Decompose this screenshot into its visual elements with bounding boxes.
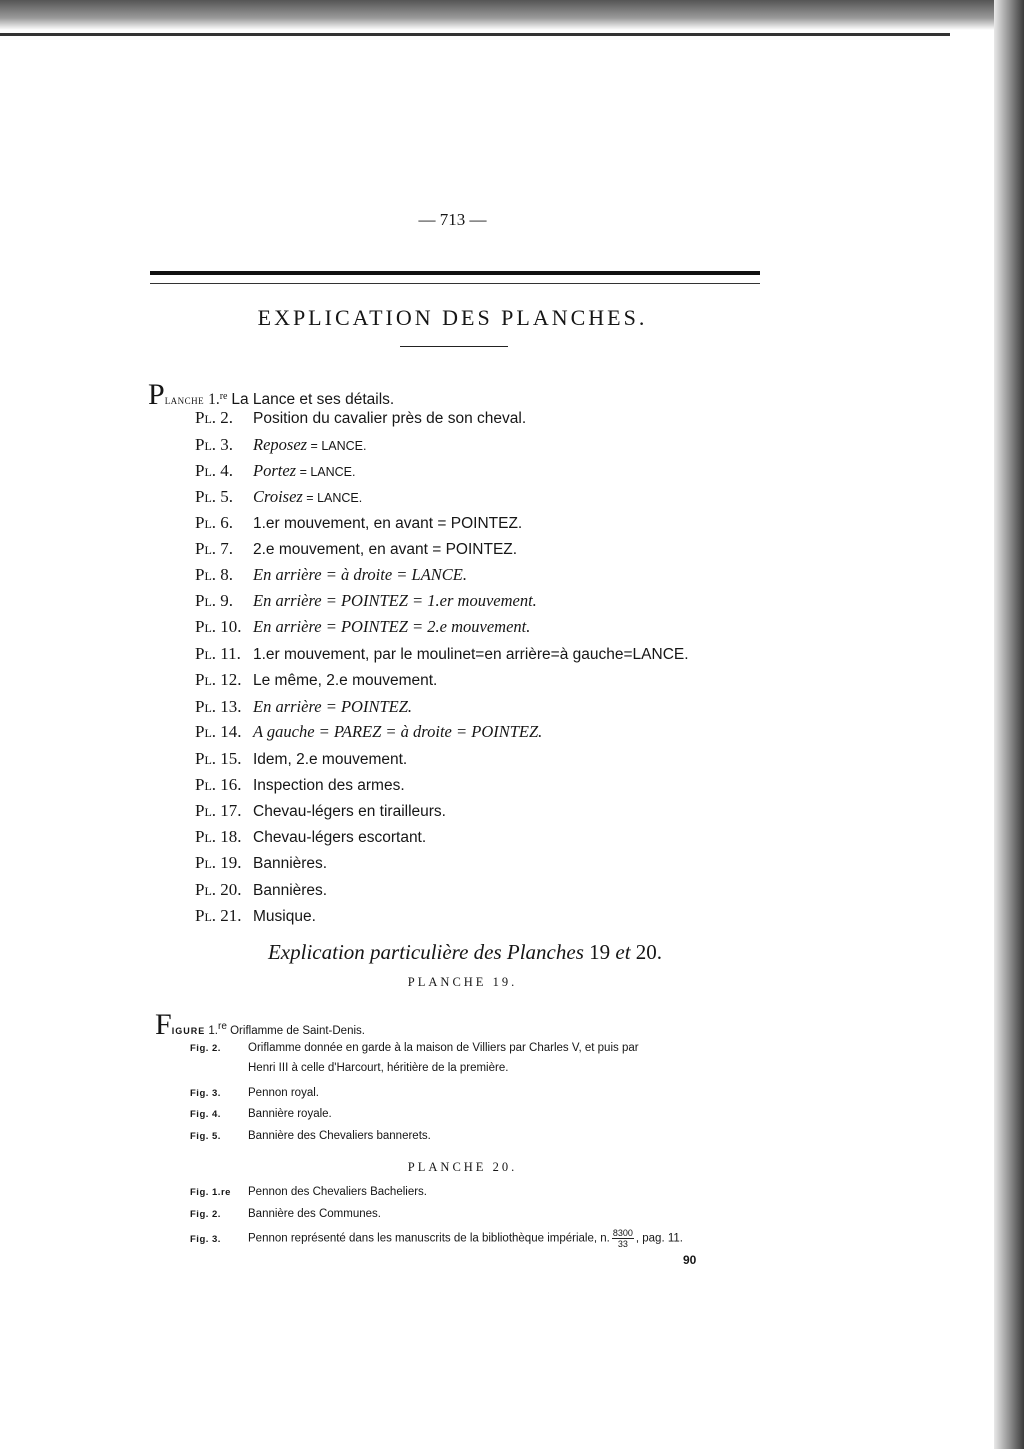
figure-num: 1. [208, 1025, 218, 1037]
pl-desc: En arrière = POINTEZ = 1.er mouvement. [253, 591, 537, 610]
page-title: EXPLICATION DES PLANCHES. [257, 305, 648, 330]
pl-desc: 1.er mouvement, en avant = POINTEZ. [253, 515, 523, 532]
header-rule-thick [150, 271, 760, 275]
planche-1-entry [148, 378, 394, 412]
planche-entry [195, 801, 446, 825]
pl-num: 2. [220, 408, 234, 427]
figure-1-entry [155, 1008, 365, 1042]
page-number: — 713 — [418, 210, 487, 229]
planche-abbr: lanche [164, 393, 205, 407]
pl-desc: En arrière = POINTEZ. [253, 697, 413, 716]
pl-abbr: Pl. [195, 697, 217, 716]
pl-abbr: Pl. [195, 853, 217, 872]
pl-abbr: Pl. [195, 906, 217, 925]
planche-entry [195, 617, 530, 641]
pl-abbr: Pl. [195, 722, 217, 741]
scan-top-line [0, 33, 950, 36]
figure-entry [190, 1186, 790, 1198]
title-underline [400, 346, 508, 347]
subheading-text: Explication particulière des Planches [267, 940, 584, 964]
planche-entry [195, 461, 356, 485]
figure-sup: re [218, 1021, 227, 1032]
pl-desc: 1.er mouvement, par le moulinet=en arrière=à gauche=LANCE. [253, 646, 689, 663]
pl-abbr: Pl. [195, 670, 217, 689]
figure-desc-continued: Henri III à celle d'Harcourt, héritière de la première. [248, 1062, 509, 1074]
pl-num: 4. [220, 461, 234, 480]
pl-num: 8. [220, 565, 234, 584]
fig-abbr: Fig. 2. [190, 1043, 221, 1054]
pl-abbr: Pl. [195, 827, 217, 846]
pl-desc-rest: = LANCE. [302, 491, 363, 505]
pl-abbr: Pl. [195, 513, 217, 532]
planche-entry [195, 487, 362, 511]
planche-entry [195, 591, 537, 615]
planche-entry [195, 539, 517, 563]
figure-desc: Oriflamme de Saint-Denis. [230, 1025, 365, 1037]
drop-letter: P [148, 378, 165, 411]
planche-entry [195, 906, 316, 930]
figure-entry [190, 1087, 790, 1099]
pl-abbr: Pl. [195, 435, 217, 454]
section-subheading [0, 940, 930, 965]
drop-letter: F [155, 1008, 172, 1041]
fig-desc: Oriflamme donnée en garde à la maison de Villiers par Charles V, et puis par [248, 1042, 639, 1054]
pl-num: 14. [220, 722, 242, 741]
scan-right-edge [994, 0, 1024, 1449]
pl-desc: 2.e mouvement, en avant = POINTEZ. [253, 541, 518, 558]
pl-abbr: Pl. [195, 461, 217, 480]
figure-entry [190, 1042, 790, 1054]
subheading-num-2: 20. [635, 940, 663, 964]
planche-entry [195, 513, 522, 537]
planche-entry [195, 565, 467, 589]
pl-num: 19. [220, 853, 242, 872]
planche-entry [195, 749, 407, 773]
pl-abbr: Pl. [195, 801, 217, 820]
scan-top-edge [0, 0, 1024, 30]
pl-desc: Musique. [253, 908, 316, 925]
fraction-denominator: 33 [617, 1239, 628, 1249]
pl-abbr: Pl. [195, 539, 217, 558]
fraction-numerator: 8300 [612, 1228, 633, 1238]
pl-desc: Chevau-légers en tirailleurs. [253, 803, 446, 820]
pl-num: 5. [220, 487, 234, 506]
pl-num: 7. [220, 539, 234, 558]
pl-abbr: Pl. [195, 644, 217, 663]
planche-num: 1. [208, 391, 220, 408]
fig-abbr: Fig. 3. [190, 1233, 221, 1245]
pl-desc: Idem, 2.e mouvement. [253, 751, 408, 768]
fig-abbr: Fig. 1.re [190, 1187, 231, 1198]
planche-desc: La Lance et ses détails. [231, 391, 395, 408]
subheading-et: et [615, 940, 631, 964]
figure-abbr: IGURE [171, 1026, 206, 1036]
pl-abbr: Pl. [195, 591, 217, 610]
pl-num: 15. [220, 749, 242, 768]
planche-entry [195, 827, 426, 851]
planche-20-heading: PLANCHE 20. [407, 1160, 518, 1174]
fig-abbr: Fig. 3. [190, 1088, 221, 1099]
pl-num: 20. [220, 880, 242, 899]
pl-desc: Position du cavalier près de son cheval. [253, 410, 527, 427]
pl-num: 12. [220, 670, 242, 689]
pl-num: 18. [220, 827, 242, 846]
planche-entry [195, 670, 437, 694]
pl-num: 16. [220, 775, 242, 794]
fig-desc: Bannière des Communes. [248, 1208, 381, 1220]
planche-entry [195, 408, 526, 432]
pl-desc-rest: = LANCE. [307, 439, 367, 453]
fig-desc-tail: , pag. 11. [635, 1232, 683, 1245]
fig-abbr: Fig. 4. [190, 1109, 221, 1120]
pl-abbr: Pl. [195, 565, 217, 584]
planche-entry [195, 775, 405, 799]
pl-num: 6. [220, 513, 234, 532]
planche-entry [195, 697, 412, 721]
pl-num: 11. [220, 644, 241, 663]
figure-entry [190, 1228, 790, 1249]
fig-desc: Pennon des Chevaliers Bacheliers. [248, 1186, 427, 1198]
pl-num: 3. [220, 435, 234, 454]
pl-desc-italic: Reposez [253, 435, 308, 454]
signature-mark: 90 [683, 1253, 697, 1267]
pl-num: 9. [220, 591, 234, 610]
header-rule-thin [150, 283, 760, 284]
figure-entry [190, 1108, 790, 1120]
planche-entry [195, 435, 366, 459]
fig-abbr: Fig. 5. [190, 1131, 221, 1142]
pl-desc: Inspection des armes. [253, 777, 405, 794]
planche-entry [195, 644, 689, 668]
planche-entry [195, 853, 327, 877]
pl-desc: En arrière = à droite = LANCE. [253, 565, 468, 584]
catalog-fraction [612, 1228, 634, 1249]
fig-desc: Pennon royal. [248, 1087, 319, 1099]
subheading-num-1: 19 [589, 940, 611, 964]
pl-num: 17. [220, 801, 242, 820]
planche-entry [195, 880, 327, 904]
pl-desc: A gauche = PAREZ = à droite = POINTEZ. [253, 722, 543, 741]
pl-abbr: Pl. [195, 749, 217, 768]
pl-abbr: Pl. [195, 775, 217, 794]
pl-desc-italic: Portez [253, 461, 297, 480]
pl-abbr: Pl. [195, 880, 217, 899]
planche-entry [195, 722, 542, 746]
pl-desc: En arrière = POINTEZ = 2.e mouvement. [253, 617, 531, 636]
fig-abbr: Fig. 2. [190, 1209, 221, 1220]
planche-19-heading: PLANCHE 19. [407, 975, 518, 989]
pl-desc: Bannières. [253, 882, 328, 899]
pl-desc: Bannières. [253, 855, 328, 872]
pl-abbr: Pl. [195, 617, 217, 636]
pl-num: 10. [220, 617, 242, 636]
pl-num: 13. [220, 697, 242, 716]
pl-desc: Chevau-légers escortant. [253, 829, 427, 846]
pl-abbr: Pl. [195, 408, 217, 427]
fig-desc: Pennon représenté dans les manuscrits de la bibliothèque impériale, n. [248, 1232, 610, 1245]
pl-num: 21. [220, 906, 242, 925]
pl-desc: Le même, 2.e mouvement. [253, 672, 438, 689]
figure-entry [190, 1208, 790, 1220]
figure-entry [190, 1130, 790, 1142]
pl-abbr: Pl. [195, 487, 217, 506]
planche-sup: re [219, 391, 228, 402]
pl-desc-italic: Croisez [253, 487, 303, 506]
fig-desc: Bannière des Chevaliers bannerets. [248, 1130, 431, 1142]
pl-desc-rest: = LANCE. [296, 465, 356, 479]
fig-desc: Bannière royale. [248, 1108, 332, 1120]
